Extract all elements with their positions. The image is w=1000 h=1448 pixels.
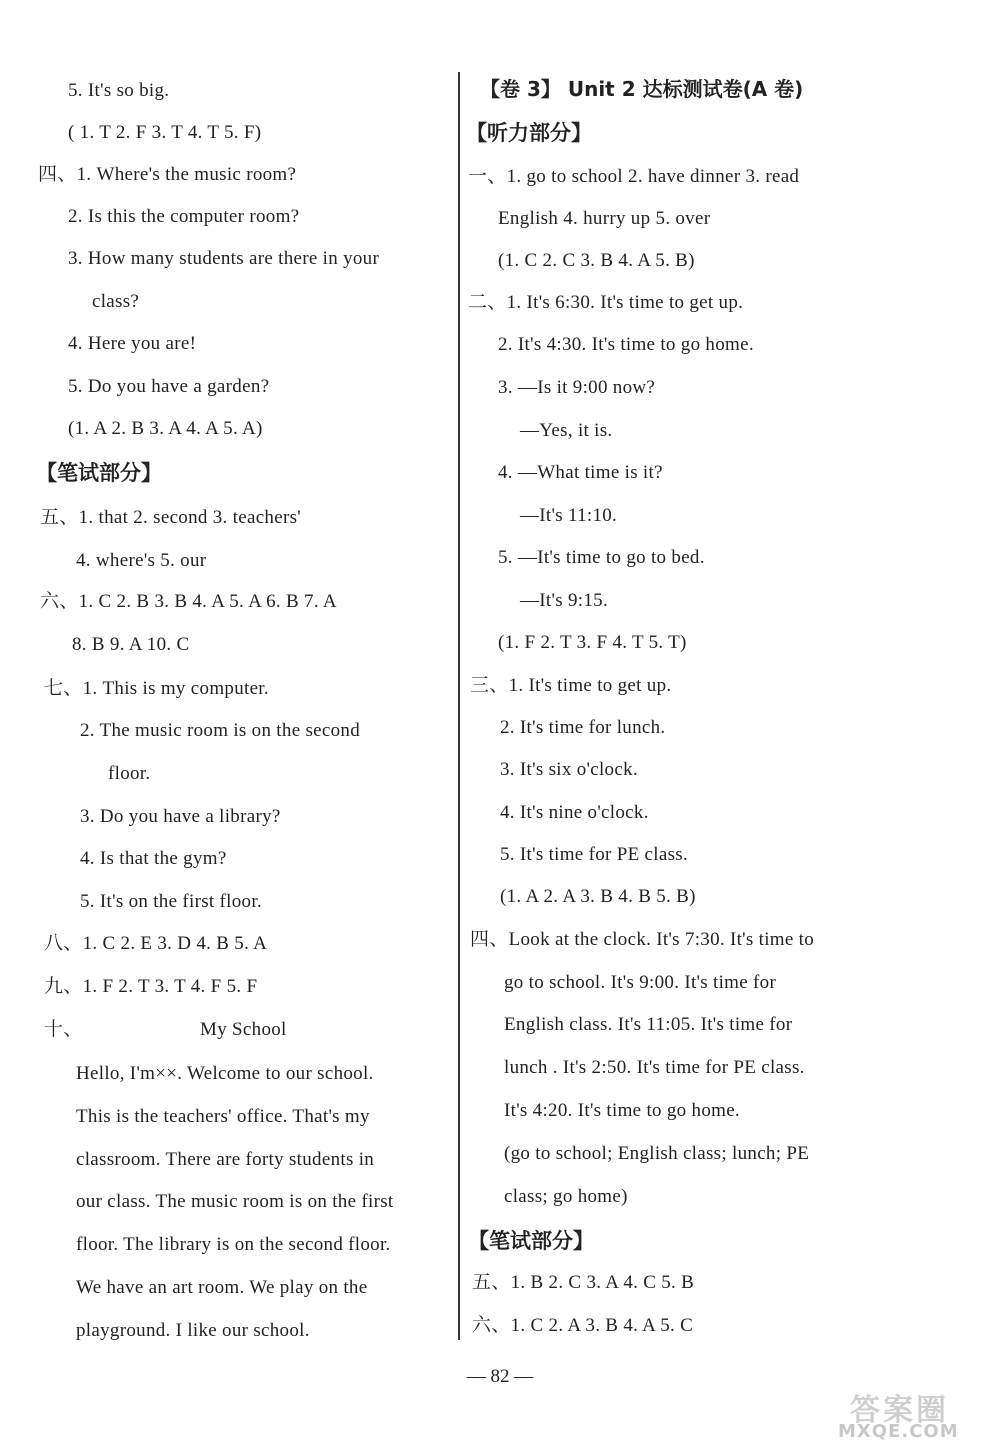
section-heading: 【笔试部分】 [468,1229,594,1253]
answer-line: 一、1. go to school 2. have dinner 3. read [468,166,800,187]
answer-line: 3. It's six o'clock. [500,759,638,780]
answer-line: 4. Is that the gym? [80,848,227,869]
test-title: 【卷 3】 Unit 2 达标测试卷(A 卷) [480,77,804,101]
answer-line: go to school. It's 9:00. It's time for [504,972,777,993]
answer-line: 六、1. C 2. A 3. B 4. A 5. C [472,1315,694,1336]
answer-line: 四、Look at the clock. It's 7:30. It's time to [470,929,815,950]
section-heading: 【笔试部分】 [36,461,162,485]
answer-line: 3. —Is it 9:00 now? [498,377,656,398]
watermark-logo [830,1385,995,1445]
answer-line: 8. B 9. A 10. C [72,634,190,655]
essay-title: My School [200,1019,287,1040]
section-heading: 【听力部分】 [466,121,592,145]
answer-line: (1. A 2. B 3. A 4. A 5. A) [68,418,263,439]
answer-line: 五、1. that 2. second 3. teachers' [40,507,302,528]
answer-line: —It's 9:15. [520,590,609,611]
essay-line: playground. I like our school. [76,1320,310,1341]
answer-line: 4. Here you are! [68,333,197,354]
essay-line: This is the teachers' office. That's my [76,1106,370,1127]
essay-line: classroom. There are forty students in [76,1149,375,1170]
answer-line: 5. It's so big. [68,80,170,101]
essay-line: floor. The library is on the second floor. [76,1234,391,1255]
answer-line: class; go home) [504,1186,628,1207]
answer-line: 4. It's nine o'clock. [500,802,649,823]
answer-line: ( 1. T 2. F 3. T 4. T 5. F) [68,122,262,143]
answer-line: lunch . It's 2:50. It's time for PE class. [504,1057,805,1078]
answer-line: —Yes, it is. [520,420,613,441]
answer-line: 七、1. This is my computer. [44,678,269,699]
answer-line: 六、1. C 2. B 3. B 4. A 5. A 6. B 7. A [40,591,337,612]
answer-line: 4. where's 5. our [76,550,207,571]
answer-line: 5. It's time for PE class. [500,844,689,865]
answer-line: 2. Is this the computer room? [68,206,300,227]
answer-line: 2. It's time for lunch. [500,717,666,738]
essay-line: our class. The music room is on the first [76,1191,394,1212]
answer-line: 5. It's on the first floor. [80,891,262,912]
answer-line: English class. It's 11:05. It's time for [504,1014,793,1035]
essay-line: Hello, I'm××. Welcome to our school. [76,1063,374,1084]
essay-line: We have an art room. We play on the [76,1277,368,1298]
answer-line: 五、1. B 2. C 3. A 4. C 5. B [472,1272,695,1293]
answer-line: (go to school; English class; lunch; PE [504,1143,810,1164]
answer-line: floor. [108,763,151,784]
watermark-url: MXQE.COM [838,1421,959,1442]
page-number: — 82 — [466,1366,534,1387]
column-divider [458,72,460,1340]
answer-line: 3. How many students are there in your [68,248,380,269]
answer-line: class? [92,291,140,312]
answer-line: 二、1. It's 6:30. It's time to get up. [468,292,744,313]
answer-line: 八、1. C 2. E 3. D 4. B 5. A [44,933,268,954]
answer-line: —It's 11:10. [520,505,618,526]
answer-line: (1. C 2. C 3. B 4. A 5. B) [498,250,695,271]
answer-line: It's 4:20. It's time to go home. [504,1100,740,1121]
answer-line: 十、 [44,1019,83,1040]
answer-line: English 4. hurry up 5. over [498,208,711,229]
answer-line: 九、1. F 2. T 3. T 4. F 5. F [44,976,258,997]
answer-line: 5. Do you have a garden? [68,376,270,397]
watermark-text: 答案圈 [850,1393,949,1428]
answer-line: 四、1. Where's the music room? [38,164,297,185]
answer-line: (1. F 2. T 3. F 4. T 5. T) [498,632,687,653]
answer-line: 5. —It's time to go to bed. [498,547,705,568]
answer-line: 2. It's 4:30. It's time to go home. [498,334,754,355]
answer-line: 4. —What time is it? [498,462,663,483]
answer-line: 三、1. It's time to get up. [470,675,672,696]
answer-line: 2. The music room is on the second [80,720,361,741]
answer-line: (1. A 2. A 3. B 4. B 5. B) [500,886,696,907]
answer-line: 3. Do you have a library? [80,806,281,827]
